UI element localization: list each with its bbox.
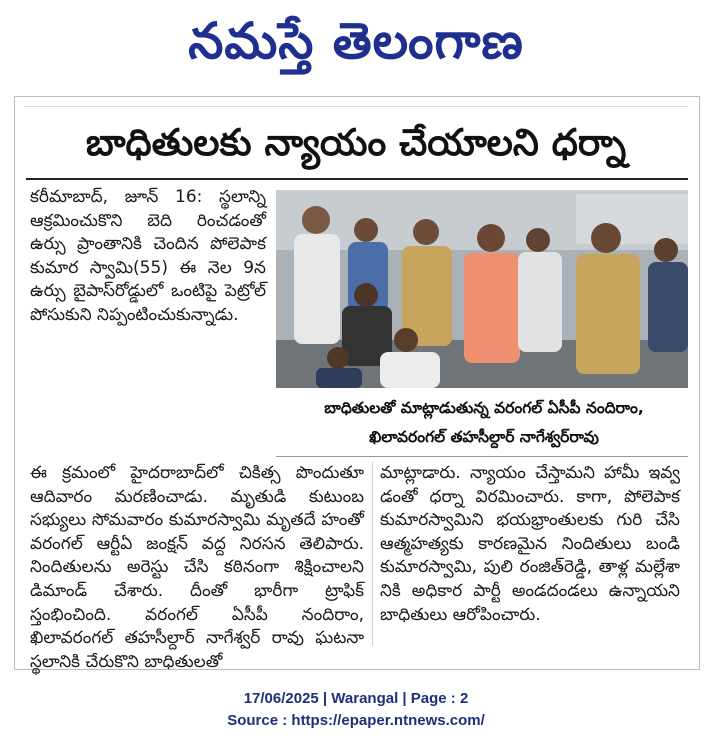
article-column-3 (380, 462, 680, 646)
article-headline: బాధితులకు న్యాయం చేయాలని ధర్నా (85, 121, 627, 164)
top-divider (24, 106, 688, 107)
article-column-1 (30, 186, 266, 392)
caption-divider (276, 456, 688, 457)
headline-divider (26, 178, 688, 180)
photo-caption (278, 394, 690, 454)
masthead (0, 0, 712, 88)
protest-photo-icon (276, 190, 688, 388)
footer-date-edition: 17/06/2025 | Warangal | Page : 2 (243, 690, 469, 707)
footer-source-link[interactable]: Source : https://epaper.ntnews.com/ (227, 712, 485, 729)
article-text-2: ఈ క్రమంలో హైదరాబాద్‌లో చికిత్స పొందుతూ ఆదివారం మరణించాడు. మృతుడి కుటుంబ సభ్యులు సోమవారం కుమారస్వామి మృతదే హంతో వరంగల్ ఆర్టీఏ జంక్షన్ వద్ద నిరసన తెలిపారు. నిందితులను అరెస్టు చేసి కఠినంగా శిక్షించాలని డిమాండ్ చేశారు. దీంతో భారీగా ట్రాఫిక్ స్తంభించింది. వరంగల్ ఏసీపీ నందిరాం, ఖిలావరంగల్ తహసీల్దార్ నాగేశ్వర్ రావు ఘటనా స్థలానికి చేరుకొని బాధితులతో (30, 463, 364, 672)
column-divider (372, 462, 373, 646)
article-column-2 (30, 462, 364, 672)
photo-caption-line-1: బాధితులతో మాట్లాడుతున్న వరంగల్ ఏసీపీ నందిరాం, (324, 399, 644, 417)
photo-caption-line-2: ఖిలావరంగల్ తహసీల్దార్ నాగేశ్వర్‌రావు (369, 428, 599, 446)
article-text-1: కరీమాబాద్, జూన్ 16: స్థలాన్ని ఆక్రమించుకొని బెది రించడంతో ఉర్సు ప్రాంతానికి చెందిన పోలెపాక కుమార స్వామి(55) ఈ నెల 9న ఉర్సు బైపాస్‌రోడ్డులో ఒంటిపై పెట్రోల్ పోసుకుని నిప్పంటించుకున్నాడు. (30, 187, 266, 325)
footer-source (0, 712, 712, 729)
article-photo (276, 190, 688, 388)
article-text-3: మాట్లాడారు. న్యాయం చేస్తామని హామీ ఇవ్వ డంతో ధర్నా విరమించారు. కాగా, పోలెపాక కుమారస్వామిని భయభ్రాంతులకు గురి చేసి ఆత్మహత్యకు కారణమైన నిందితులు బండి కుమారస్వామి, పులి రంజిత్‌రెడ్డి, తాళ్ల మల్లేశా నికి అధికార పార్టీ అండదండలు ఉన్నాయని బాధితులు ఆరోపించారు. (380, 463, 680, 625)
masthead-title: నమస్తే తెలంగాణ (188, 12, 524, 70)
